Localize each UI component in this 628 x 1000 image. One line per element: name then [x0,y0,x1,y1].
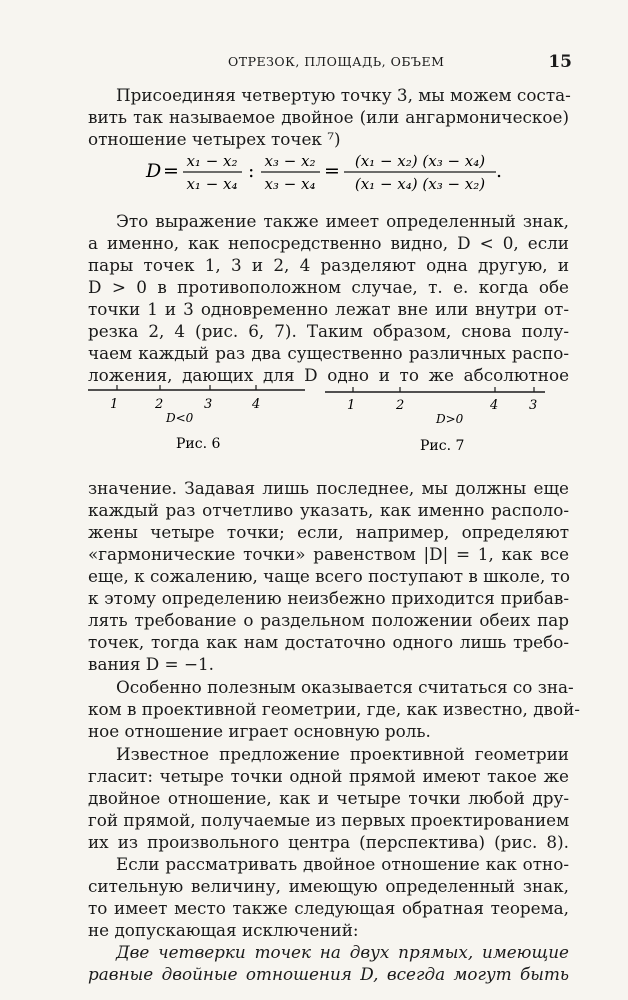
text-line: отношение четырех точек ⁷) [88,129,341,149]
cross-ratio-formula [0,144,628,194]
point-label: 1 [347,398,356,413]
text-line: равные двойные отношения D, всегда могут быть [88,964,569,984]
formula-equals: = [163,160,179,182]
text-line: каждый раз отчетливо указать, как именно располо- [88,500,569,520]
text-line: еще, к сожалению, чаще всего поступают в школе, то [88,566,570,586]
running-header [0,52,628,74]
text-line: гласит: четыре точки одной прямой имеют такое же [88,766,569,786]
figure-7 [325,387,545,454]
text-line: D > 0 в противоположном случае, т. е. когда обе [88,277,569,297]
formula-svg [0,144,628,194]
formula-colon: : [248,160,255,182]
text-line: жены четыре точки; если, например, определяют [88,522,569,542]
point-label: 4 [252,397,261,412]
text-line: гой прямой, получаемые из первых проектированием [88,810,570,830]
text-line: вить так называемое двойное (или ангармоническое) [88,107,569,127]
text-line: Это выражение также имеет определенный знак, [116,211,569,231]
point-label: 2 [396,398,405,413]
page-number: 15 [548,52,572,72]
text-line: ложения, дающих для D одно и то же абсолютное [88,365,569,385]
text-line: ком в проективной геометрии, где, как известно, двой- [88,699,580,719]
paragraph-1 [88,84,569,150]
formula-lhs: D [146,160,162,182]
text-line: лять требование о раздельном положении обеих пар [88,610,569,630]
figures-6-7 [0,376,628,466]
point-label: 2 [155,397,164,412]
figures-svg [0,376,628,466]
figure-6 [88,385,305,452]
paragraph-7-theorem [88,941,569,985]
formula-fraction1-denominator: x₁ − x₄ [186,175,238,193]
text-line: значение. Задавая лишь последнее, мы должны еще [88,478,569,498]
point-label: 1 [110,397,119,412]
formula-fraction3-numerator: (x₁ − x₂) (x₃ − x₄) [354,152,486,170]
text-line: сительную величину, имеющую определенный знак, [88,876,569,896]
text-line: Особенно полезным оказывается считаться со зна- [116,677,574,697]
text-line: пары точек 1, 3 и 2, 4 разделяют одна другую, и [88,255,569,275]
formula-equals: = [324,160,340,182]
point-label: 3 [529,398,538,413]
formula-fraction2-denominator: x₃ − x₄ [264,175,316,193]
text-line: двойное отношение, как и четыре точки любой дру- [88,788,569,808]
text-line: «гармонические точки» равенством |D| = 1, как все [88,544,569,564]
paragraph-3 [88,477,569,675]
text-line: чаем каждый раз два существенно различных распо- [88,343,569,363]
text-line: Присоединяя четвертую точку 3, мы можем соста- [116,85,571,105]
text-line: вания D = −1. [88,654,214,674]
figure-caption: Рис. 6 [176,436,221,452]
text-line: их из произвольного центра (перспектива) (рис. 8). [88,832,569,852]
text-line: Известное предложение проективной геометрии [116,744,569,764]
text-line: Две четверки точек на двух прямых, имеющие [116,942,569,962]
text-line: то имеет место также следующая обратная теорема, [88,898,569,918]
running-title: ОТРЕЗОК, ПЛОЩАДЬ, ОБЪЕМ [228,54,445,69]
paragraph-4 [88,676,580,742]
paragraph-2 [88,210,569,386]
figure-caption: Рис. 7 [420,438,465,454]
sign-label: D<0 [166,411,194,425]
sign-label: D>0 [436,412,464,426]
text-line: не допускающая исключений: [88,920,359,940]
point-label: 3 [204,397,213,412]
formula-period: . [496,160,503,182]
text-line: точек, тогда как нам достаточно одного лишь требо- [88,632,569,652]
text-line: а именно, как непосредственно видно, D < 0, если [88,233,569,253]
paragraph-6 [88,853,569,941]
text-line: к этому определению неизбежно приходится прибав- [88,588,569,608]
paragraph-5 [88,743,569,853]
text-line: Если рассматривать двойное отношение как отно- [116,854,569,874]
text-line: точки 1 и 3 одновременно лежат вне или внутри от- [88,299,569,319]
formula-fraction3-denominator: (x₁ − x₄) (x₃ − x₂) [354,175,486,193]
formula-fraction2-numerator: x₃ − x₂ [264,152,316,170]
text-line: ное отношение играет основную роль. [88,721,431,741]
text-line: резка 2, 4 (рис. 6, 7). Таким образом, снова полу- [88,321,569,341]
point-label: 4 [490,398,499,413]
formula-fraction1-numerator: x₁ − x₂ [186,152,238,170]
